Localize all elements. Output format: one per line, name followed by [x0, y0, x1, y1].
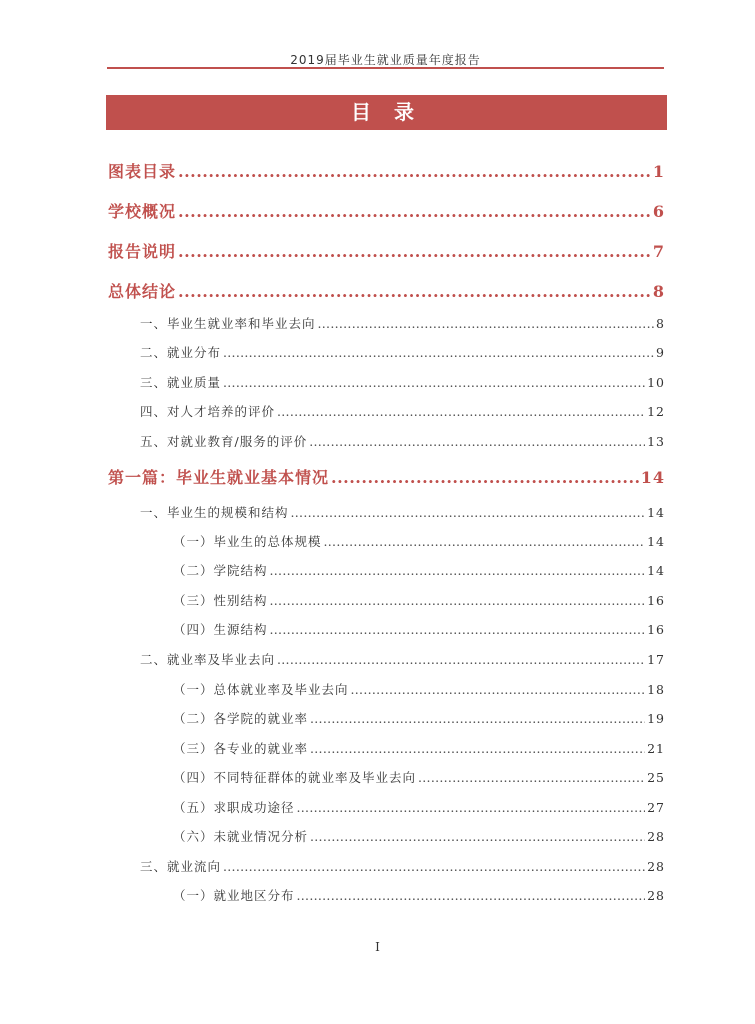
- dot-leader: [223, 375, 645, 390]
- toc-entry-page: 1: [652, 162, 665, 181]
- toc-entry-page: 8: [652, 282, 665, 301]
- dot-leader: [310, 711, 645, 726]
- toc-entry-label: 二、就业率及毕业去向: [140, 652, 276, 667]
- dot-leader: [324, 534, 646, 549]
- toc-entry-page: 19: [647, 711, 665, 726]
- toc-entry-label: 总体结论: [108, 282, 177, 301]
- toc-entry-page: 28: [647, 859, 665, 874]
- dot-leader: [270, 593, 646, 608]
- page-number: I: [375, 940, 380, 954]
- toc-entry[interactable]: [173, 827, 665, 845]
- toc-entry[interactable]: [108, 159, 665, 182]
- dot-leader: [297, 888, 646, 903]
- toc-entry[interactable]: [140, 650, 665, 668]
- toc-entry[interactable]: [173, 739, 665, 757]
- toc-entry-page: 14: [647, 534, 665, 549]
- toc-entry[interactable]: [173, 798, 665, 816]
- toc-entry[interactable]: [140, 314, 665, 332]
- toc-entry-page: 8: [656, 316, 665, 331]
- toc-entry-label: 四、对人才培养的评价: [140, 404, 276, 419]
- toc-entry[interactable]: [140, 857, 665, 875]
- dot-leader: [223, 345, 654, 360]
- toc-entry-page: 21: [647, 741, 665, 756]
- dot-leader: [178, 162, 651, 181]
- toc-entry-label: 报告说明: [108, 242, 177, 261]
- toc-entry[interactable]: [140, 503, 665, 521]
- dot-leader: [270, 622, 646, 637]
- toc-entry-label: （一）就业地区分布: [173, 888, 295, 903]
- dot-leader: [223, 859, 645, 874]
- toc-entry-page: 16: [647, 593, 665, 608]
- toc-entry-label: （二）学院结构: [173, 563, 268, 578]
- toc-entry-label: （二）各学院的就业率: [173, 711, 309, 726]
- dot-leader: [178, 202, 651, 221]
- toc-entry-label: （四）生源结构: [173, 622, 268, 637]
- dot-leader: [418, 770, 645, 785]
- toc-entry-page: 28: [647, 829, 665, 844]
- toc-entry-page: 13: [647, 434, 665, 449]
- toc-entry-page: 14: [647, 505, 665, 520]
- toc-entry[interactable]: [173, 886, 665, 904]
- toc-entry-label: 图表目录: [108, 162, 177, 181]
- toc-entry-label: （三）性别结构: [173, 593, 268, 608]
- toc-entry[interactable]: [108, 465, 665, 488]
- toc-entry-page: 28: [647, 888, 665, 903]
- dot-leader: [310, 829, 645, 844]
- toc-entry-label: （三）各专业的就业率: [173, 741, 309, 756]
- toc-entry-label: （一）总体就业率及毕业去向: [173, 682, 349, 697]
- toc-entry[interactable]: [173, 591, 665, 609]
- toc-entry[interactable]: [173, 620, 665, 638]
- toc-entry-label: （六）未就业情况分析: [173, 829, 309, 844]
- toc-entry-page: 9: [656, 345, 665, 360]
- toc-entry-label: 第一篇：毕业生就业基本情况: [108, 468, 330, 487]
- dot-leader: [351, 682, 646, 697]
- toc-entry-label: 学校概况: [108, 202, 177, 221]
- toc-entry-label: （一）毕业生的总体规模: [173, 534, 322, 549]
- toc-entry[interactable]: [108, 199, 665, 222]
- toc-entry-page: 14: [647, 563, 665, 578]
- toc-entry-page: 12: [647, 404, 665, 419]
- dot-leader: [277, 404, 645, 419]
- toc-entry[interactable]: [173, 680, 665, 698]
- toc-entry[interactable]: [173, 561, 665, 579]
- dot-leader: [178, 282, 651, 301]
- toc-entry-page: 6: [652, 202, 665, 221]
- toc-entry[interactable]: [140, 432, 665, 450]
- dot-leader: [277, 652, 645, 667]
- toc-entry[interactable]: [140, 373, 665, 391]
- toc-entry[interactable]: [140, 343, 665, 361]
- dot-leader: [309, 434, 645, 449]
- running-header: 2019届毕业生就业质量年度报告: [290, 53, 481, 67]
- toc-entry[interactable]: [108, 279, 665, 302]
- toc-entry-page: 10: [647, 375, 665, 390]
- toc-entry-page: 17: [647, 652, 665, 667]
- toc-entry-label: 一、毕业生的规模和结构: [140, 505, 289, 520]
- dot-leader: [178, 242, 651, 261]
- dot-leader: [318, 316, 655, 331]
- toc-entry-page: 18: [647, 682, 665, 697]
- toc-entry[interactable]: [173, 768, 665, 786]
- toc-entry-label: 三、就业流向: [140, 859, 222, 874]
- toc-entry-page: 25: [647, 770, 665, 785]
- dot-leader: [291, 505, 646, 520]
- toc-entry-page: 16: [647, 622, 665, 637]
- toc-entry-page: 7: [652, 242, 665, 261]
- toc-entry[interactable]: [173, 532, 665, 550]
- dot-leader: [297, 800, 646, 815]
- toc-entry-page: 14: [640, 468, 665, 487]
- dot-leader: [270, 563, 646, 578]
- toc-entry-label: 三、就业质量: [140, 375, 222, 390]
- toc-entry-page: 27: [647, 800, 665, 815]
- toc-entry-label: （四）不同特征群体的就业率及毕业去向: [173, 770, 417, 785]
- dot-leader: [310, 741, 645, 756]
- toc-entry[interactable]: [173, 709, 665, 727]
- toc-entry[interactable]: [108, 239, 665, 262]
- toc-entry-label: 二、就业分布: [140, 345, 222, 360]
- toc-entry-label: 一、毕业生就业率和毕业去向: [140, 316, 316, 331]
- toc-entry-label: 五、对就业教育/服务的评价: [140, 434, 308, 449]
- toc-entry[interactable]: [140, 402, 665, 420]
- dot-leader: [331, 468, 639, 487]
- toc-entry-label: （五）求职成功途径: [173, 800, 295, 815]
- toc-title: 目 录: [106, 95, 667, 130]
